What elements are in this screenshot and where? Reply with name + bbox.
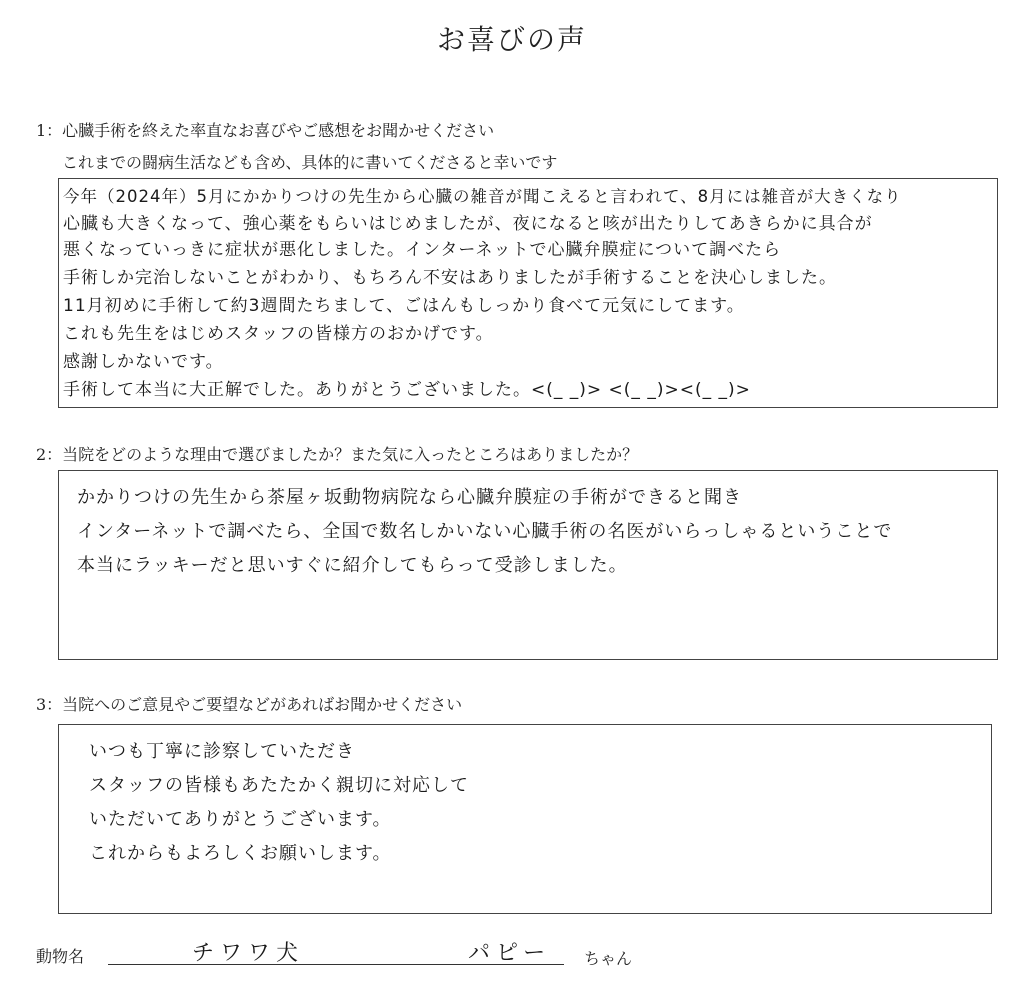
answer-1-line-4: 手術しか完治しないことがわかり、もちろん不安はありましたが手術することを決心しました。 [63,268,837,288]
question-3-label: 3：当院へのご意見やご要望などがあればお聞かせください [36,695,463,714]
answer-1-line-1: 今年（2024年）5月にかかりつけの先生から心臓の雑音が聞こえると言われて、8月には雑音が大きくなり [63,187,902,206]
answer-1-line-6: これも先生をはじめスタッフの皆様方のおかげです。 [63,324,494,344]
answer-1-line-8: 手術して本当に大正解でした。ありがとうございました。<(_ _)> <(_ _)><(_ _)> [63,380,751,400]
question-1-sub: これまでの闘病生活なども含め、具体的に書いてくださると幸いです [62,153,558,172]
answer-1-line-2: 心臓も大きくなって、強心薬をもらいはじめましたが、夜になると咳が出たりしてあきらかに具合が [63,214,873,234]
answer-2-line-1: かかりつけの先生から茶屋ヶ坂動物病院なら心臓弁膜症の手術ができると聞き [77,487,742,508]
answer-1-line-5: 11月初めに手術して約3週間たちまして、ごはんもしっかり食べて元気にしてます。 [63,296,745,316]
answer-2-line-3: 本当にラッキーだと思いすぐに紹介してもらって受診しました。 [77,555,628,576]
answer-3-line-1: いつも丁寧に診察していただき [89,741,355,762]
answer-box-3[interactable] [58,724,992,914]
page-title: お喜びの声 [436,23,587,56]
answer-box-1[interactable] [58,178,998,408]
animal-name[interactable]: パピー [468,941,552,966]
animal-breed[interactable]: チワワ犬 [192,941,305,966]
answer-3-line-4: これからもよろしくお願いします。 [89,843,392,864]
question-2-label: 2：当院をどのような理由で選びましたか？また気に入ったところはありましたか？ [36,445,639,464]
animal-name-label: 動物名 [36,947,85,966]
answer-3-line-2: スタッフの皆様もあたたかく親切に対応して [89,775,469,796]
answer-1-line-7: 感謝しかないです。 [63,352,224,372]
question-1-label: 1：心臓手術を終えた率直なお喜びやご感想をお聞かせください [36,121,495,140]
answer-1-line-3: 悪くなっていっきに症状が悪化しました。インターネットで心臓弁膜症について調べたら [63,240,782,260]
animal-name-suffix: ちゃん [584,949,633,968]
answer-3-line-3: いただいてありがとうございます。 [89,809,392,830]
animal-name-underline [108,964,564,965]
answer-box-2[interactable] [58,470,998,660]
answer-2-line-2: インターネットで調べたら、全国で数名しかいない心臓手術の名医がいらっしゃるということで [77,521,893,542]
